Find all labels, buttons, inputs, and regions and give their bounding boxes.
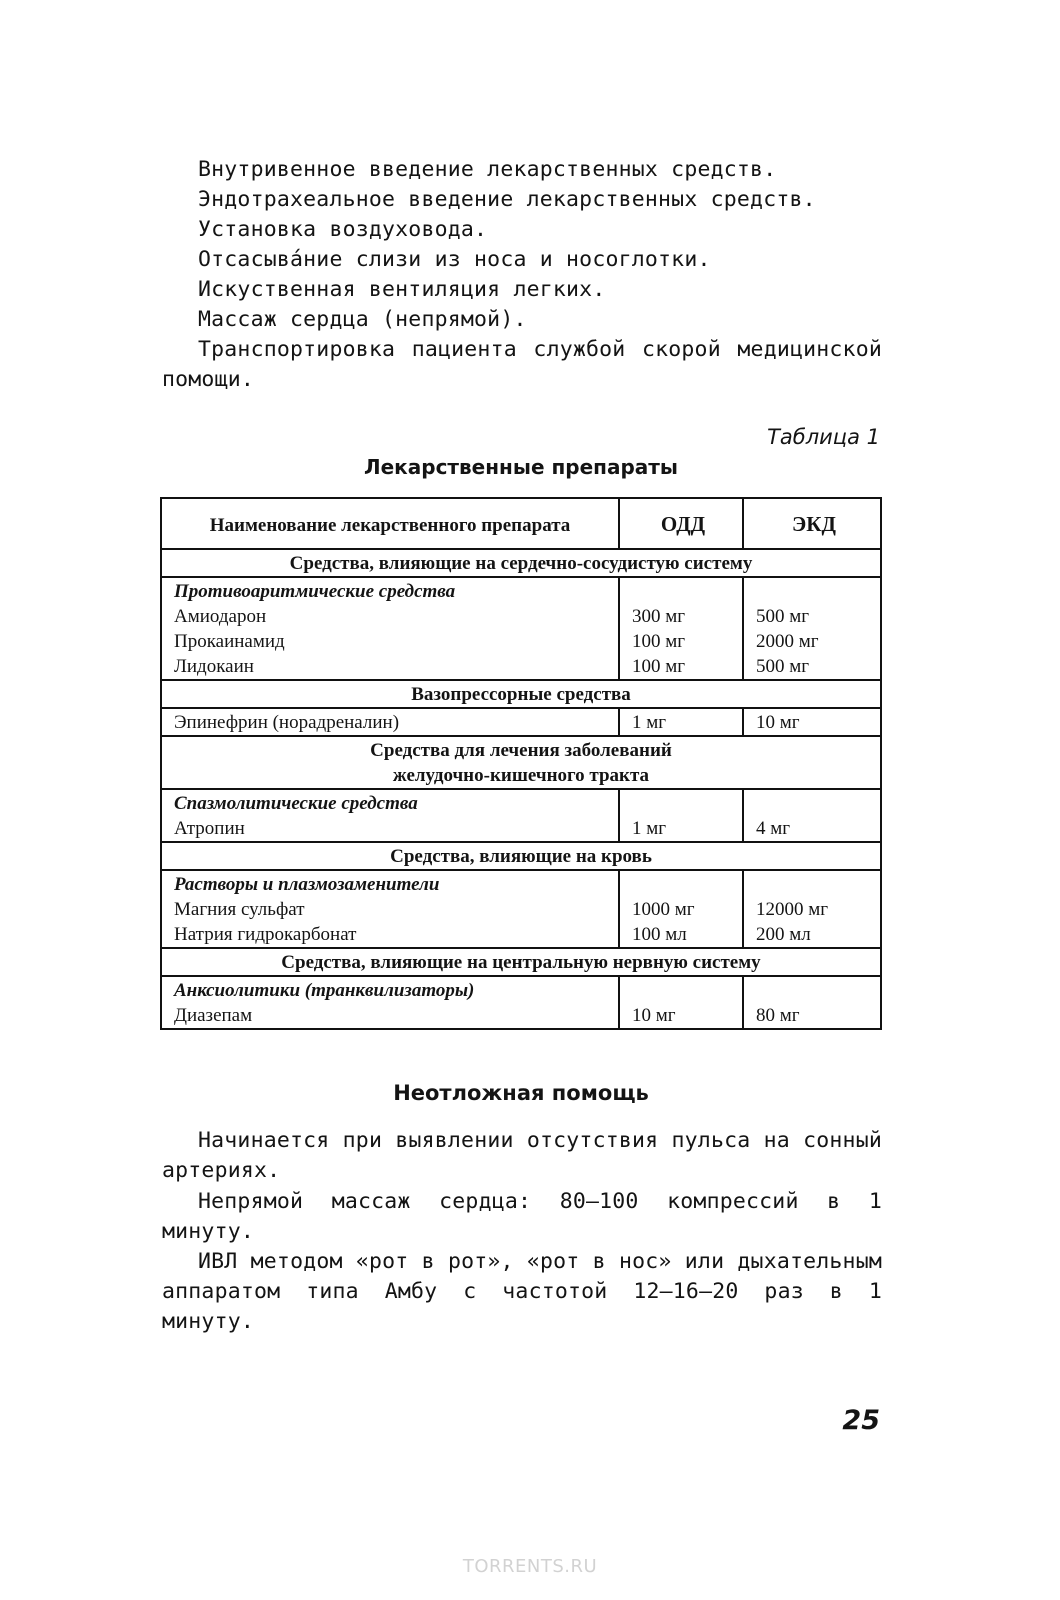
drug-names-cell bbox=[161, 789, 619, 842]
paragraph: Начинается при выявлении отсутствия пульса на сонный артериях. bbox=[162, 1128, 882, 1183]
ekd-value: 200 мл bbox=[756, 924, 811, 945]
intro-line: Отсасывáние слизи из носа и носоглотки. bbox=[198, 247, 711, 272]
page-number: 25 bbox=[842, 1405, 880, 1436]
ekd-value: 4 мг bbox=[743, 789, 881, 842]
section-row bbox=[161, 549, 881, 577]
ekd-value: 500 мг bbox=[756, 656, 810, 677]
drug-name: Атропин bbox=[174, 818, 245, 839]
odd-value: 1000 мг bbox=[632, 899, 695, 920]
odd-value: 100 мг bbox=[632, 656, 686, 677]
table-title: Лекарственные препараты bbox=[364, 455, 678, 479]
paragraph: Непрямой массаж сердца: 80–100 компрессий в 1 минуту. bbox=[162, 1189, 882, 1244]
drug-name: Эпинефрин (норадреналин) bbox=[161, 708, 619, 736]
section-title bbox=[161, 736, 881, 789]
drugs-table bbox=[160, 497, 882, 1030]
odd-value: 10 мг bbox=[619, 976, 743, 1029]
table-row bbox=[161, 976, 881, 1029]
subgroup-label: Растворы и плазмозаменители bbox=[174, 874, 440, 895]
section-title-line: желудочно-кишечного тракта bbox=[392, 765, 650, 786]
ekd-cell bbox=[743, 577, 881, 680]
section-row bbox=[161, 736, 881, 789]
drug-names-cell bbox=[161, 870, 619, 948]
odd-value: 1 мг bbox=[619, 789, 743, 842]
intro-line: Массаж сердца (непрямой). bbox=[198, 307, 527, 332]
drug-names-cell bbox=[161, 577, 619, 680]
table-row bbox=[161, 870, 881, 948]
drug-name: Прокаинамид bbox=[174, 631, 285, 652]
ekd-value: 80 мг bbox=[743, 976, 881, 1029]
ekd-value: 2000 мг bbox=[756, 631, 819, 652]
section-row bbox=[161, 680, 881, 708]
subgroup-label: Анксиолитики (транквилизаторы) bbox=[174, 980, 475, 1001]
intro-line: Эндотрахеальное введение лекарственных средств. bbox=[198, 187, 816, 212]
drug-name: Амиодарон bbox=[174, 606, 267, 627]
section-title: Средства, влияющие на сердечно-сосудистую систему bbox=[161, 549, 881, 577]
table-header-row bbox=[161, 498, 881, 549]
ekd-value: 500 мг bbox=[756, 606, 810, 627]
subgroup-label: Спазмолитические средства bbox=[174, 793, 418, 814]
watermark: TORRENTS.RU bbox=[462, 1556, 598, 1577]
odd-value: 1 мг bbox=[619, 708, 743, 736]
odd-value: 100 мл bbox=[632, 924, 687, 945]
section-title: Средства, влияющие на кровь bbox=[161, 842, 881, 870]
section-heading: Неотложная помощь bbox=[393, 1081, 649, 1105]
drug-name: Натрия гидрокарбонат bbox=[174, 924, 357, 945]
drug-name: Диазепам bbox=[174, 1005, 253, 1026]
drug-name: Магния сульфат bbox=[174, 899, 305, 920]
odd-value: 100 мг bbox=[632, 631, 686, 652]
intro-line: Искуственная вентиляция легких. bbox=[198, 277, 606, 302]
drug-names-cell bbox=[161, 976, 619, 1029]
intro-line: Транспортировка пациента службой скорой медицинской помощи. bbox=[162, 337, 882, 392]
section-title: Вазопрессорные средства bbox=[161, 680, 881, 708]
ekd-value: 10 мг bbox=[743, 708, 881, 736]
intro-line: Внутривенное введение лекарственных средств. bbox=[198, 157, 777, 182]
table-row bbox=[161, 789, 881, 842]
ekd-value: 12000 мг bbox=[756, 899, 829, 920]
table-row bbox=[161, 708, 881, 736]
section-row bbox=[161, 842, 881, 870]
intro-line: Установка воздуховода. bbox=[198, 217, 488, 242]
table-caption: Таблица 1 bbox=[767, 425, 880, 449]
odd-value: 300 мг bbox=[632, 606, 686, 627]
paragraph: ИВЛ методом «рот в рот», «рот в нос» или дыхательным аппаратом типа Амбу с частотой 12–16–20 раз в 1 минуту. bbox=[162, 1249, 882, 1334]
section-row bbox=[161, 948, 881, 976]
header-ekd: ЭКД bbox=[743, 498, 881, 549]
ekd-cell bbox=[743, 870, 881, 948]
section-title: Средства, влияющие на центральную нервную систему bbox=[161, 948, 881, 976]
table-row bbox=[161, 577, 881, 680]
header-odd: ОДД bbox=[619, 498, 743, 549]
header-name: Наименование лекарственного препарата bbox=[161, 498, 619, 549]
drug-name: Лидокаин bbox=[174, 656, 254, 677]
section-title-line: Средства для лечения заболеваний bbox=[370, 740, 672, 761]
subgroup-label: Противоаритмические средства bbox=[174, 581, 456, 602]
odd-cell bbox=[619, 870, 743, 948]
odd-cell bbox=[619, 577, 743, 680]
